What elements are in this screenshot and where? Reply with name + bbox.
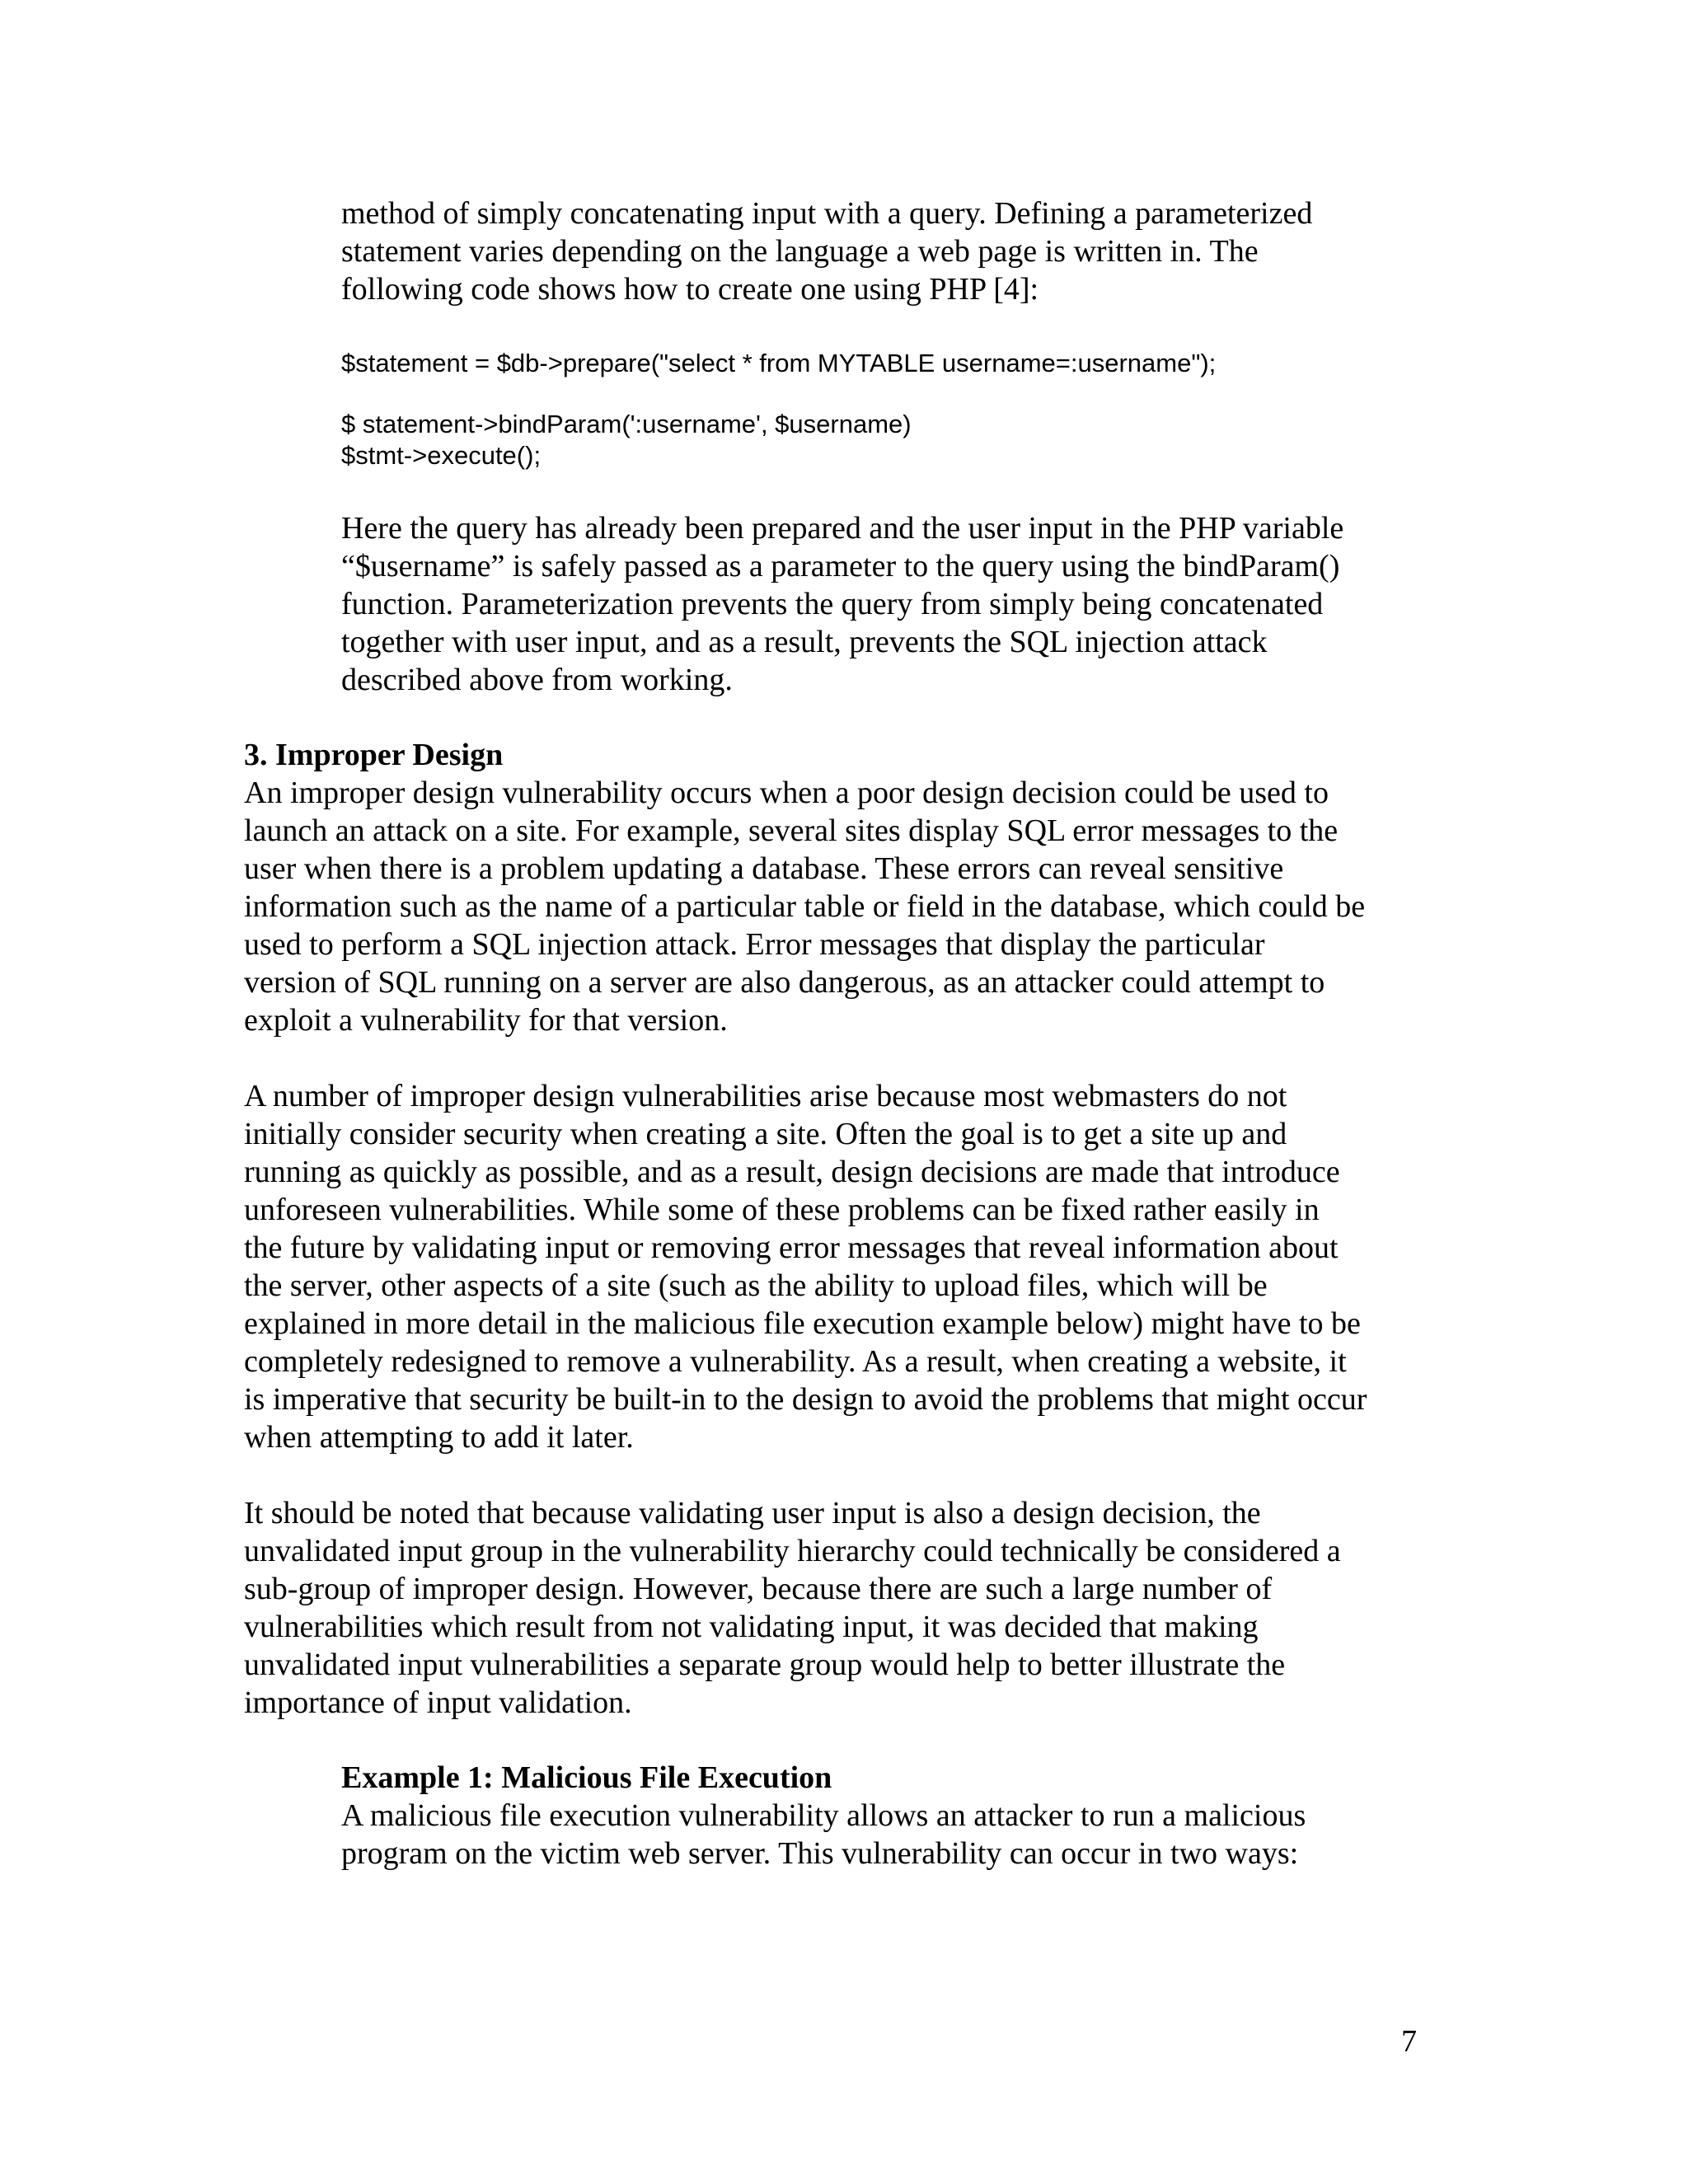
explanation-line: Here the query has already been prepared and the user input in the PHP variable <box>341 511 1344 546</box>
body-line: version of SQL running on a server are also dangerous, as an attacker could attempt to <box>244 965 1325 1000</box>
body-line: unvalidated input vulnerabilities a separate group would help to better illustrate the <box>244 1647 1286 1682</box>
body-line: launch an attack on a site. For example, several sites display SQL error messages to the <box>244 813 1339 848</box>
section-heading: 3. Improper Design <box>244 738 504 772</box>
intro-line: following code shows how to create one using PHP [4]: <box>341 272 1039 307</box>
body-line: is imperative that security be built-in to the design to avoid the problems that might occur <box>244 1382 1367 1417</box>
body-line: It should be noted that because validating user input is also a design decision, the <box>244 1496 1261 1530</box>
body-line: unforeseen vulnerabilities. While some of these problems can be fixed rather easily in <box>244 1193 1320 1227</box>
body-line: the future by validating input or removing error messages that reveal information about <box>244 1230 1339 1265</box>
body-line: user when there is a problem updating a database. These errors can reveal sensitive <box>244 851 1284 886</box>
body-line: unvalidated input group in the vulnerability hierarchy could technically be considered a <box>244 1534 1341 1568</box>
intro-line: statement varies depending on the language a web page is written in. The <box>341 234 1259 269</box>
body-line: initially consider security when creating a site. Often the goal is to get a site up and <box>244 1117 1287 1151</box>
body-line: exploit a vulnerability for that version. <box>244 1003 728 1038</box>
body-line: explained in more detail in the malicious file execution example below) might have to be <box>244 1306 1361 1341</box>
example-line: A malicious file execution vulnerability allows an attacker to run a malicious <box>341 1798 1306 1833</box>
body-line: completely redesigned to remove a vulnerability. As a result, when creating a website, it <box>244 1344 1347 1379</box>
body-line: An improper design vulnerability occurs when a poor design decision could be used to <box>244 776 1329 810</box>
body-line: A number of improper design vulnerabilities arise because most webmasters do not <box>244 1079 1287 1113</box>
body-line: sub-group of improper design. However, because there are such a large number of <box>244 1572 1273 1606</box>
body-line: the server, other aspects of a site (such as the ability to upload files, which will be <box>244 1268 1268 1303</box>
page-number: 7 <box>1401 2024 1417 2059</box>
code-line: $stmt->execute(); <box>341 441 542 470</box>
example-heading: Example 1: Malicious File Execution <box>341 1760 832 1795</box>
code-line: $statement = $db->prepare("select * from MYTABLE username=:username"); <box>341 349 1217 377</box>
body-line: used to perform a SQL injection attack. Error messages that display the particular <box>244 927 1265 962</box>
example-line: program on the victim web server. This vulnerability can occur in two ways: <box>341 1836 1299 1871</box>
body-line: vulnerabilities which result from not validating input, it was decided that making <box>244 1610 1259 1644</box>
explanation-line: “$username” is safely passed as a parameter to the query using the bindParam() <box>341 549 1340 583</box>
intro-line: method of simply concatenating input with a query. Defining a parameterized <box>341 196 1313 231</box>
body-line: information such as the name of a particular table or field in the database, which could be <box>244 889 1366 924</box>
body-line: importance of input validation. <box>244 1685 632 1720</box>
explanation-line: together with user input, and as a result, prevents the SQL injection attack <box>341 625 1268 659</box>
body-line: when attempting to add it later. <box>244 1420 634 1455</box>
explanation-line: function. Parameterization prevents the query from simply being concatenated <box>341 587 1324 621</box>
code-line: $ statement->bindParam(':username', $username) <box>341 410 912 438</box>
body-line: running as quickly as possible, and as a result, design decisions are made that introduce <box>244 1155 1340 1189</box>
explanation-line: described above from working. <box>341 663 733 697</box>
